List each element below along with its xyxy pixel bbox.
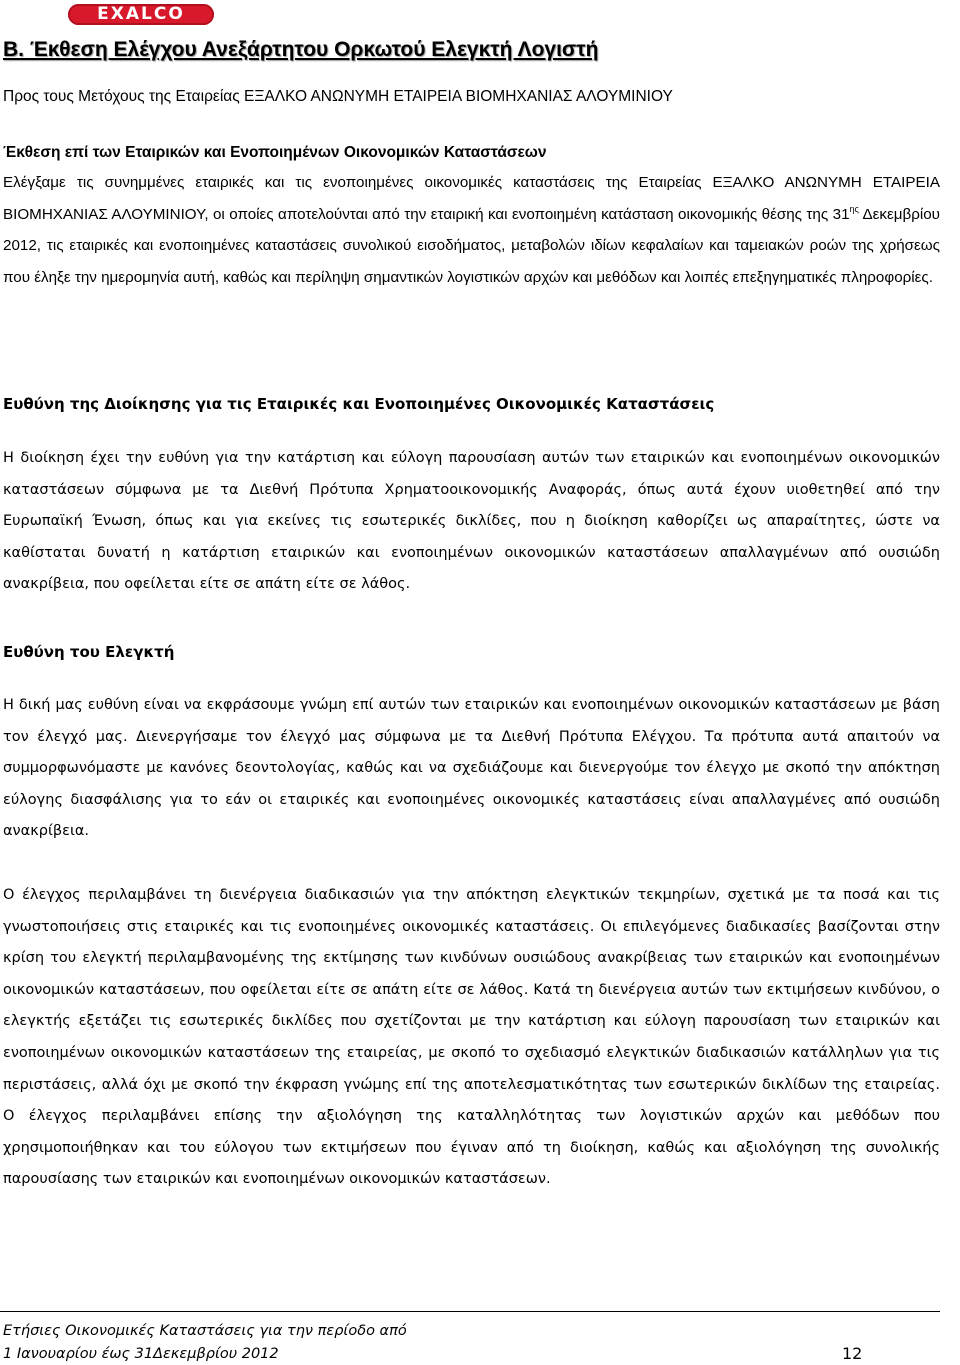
footer-period-line1: Ετήσιες Οικονομικές Καταστάσεις για την περίοδο από [3, 1323, 407, 1339]
intro-paragraph [3, 167, 940, 293]
page-number: 12 [842, 1344, 863, 1363]
intro-text-start: Ελέγξαμε τις συνημμένες εταιρικές και τις ενοποιημένες οικονομικές καταστάσεις της Εταιρείας ΕΞΑΛΚΟ ΑΝΩΝΥΜΗ ΕΤΑΙΡΕΙΑ ΒΙΟΜΗΧΑΝΙΑΣ ΑΛΟΥΜΙΝΙΟΥ, οι οποίες αποτελούνται από την εταιρική και ενοποιημένη κατάσταση οικονομικής θέσης της 31 [3, 174, 940, 223]
auditor-responsibility-title: Ευθύνη του Ελεγκτή [3, 643, 175, 661]
logo-text: EXALCO [97, 4, 185, 24]
page-heading: Β. Έκθεση Ελέγχου Ανεξάρτητου Ορκωτού Ελεγκτή Λογιστή [3, 38, 599, 61]
auditor-responsibility-text: Η δική μας ευθύνη είναι να εκφράσουμε γνώμη επί αυτών των εταιρικών και ενοποιημένων οικονομικών καταστάσεων με βάση τον έλεγχό μας. Διενεργήσαμε τον έλεγχό μας σύμφωνα με τα Διεθνή Πρότυπα Ελέγχου. Τα πρότυπα αυτά απαιτούν να συμμορφωνόμαστε με κανόνες δεοντολογίας, καθώς και να σχεδιάζουμε και διενεργούμε τον έλεγχο με σκοπό την απόκτηση εύλογης διασφάλισης για το εάν οι εταιρικές και ενοποιημένες οικονομικές καταστάσεις είναι απαλλαγμένες από ουσιώδη ανακρίβεια. [3, 697, 940, 840]
exalco-logo [68, 4, 214, 25]
footer-divider [0, 1311, 940, 1312]
management-responsibility-title: Ευθύνη της Διοίκησης για τις Εταιρικές και Ενοποιημένες Οικονομικές Καταστάσεις [3, 395, 715, 413]
report-title: Έκθεση επί των Εταιρικών και Ενοποιημένων Οικονομικών Καταστάσεων [3, 144, 547, 161]
footer-period-line2: 1 Ιανουαρίου έως 31Δεκεμβρίου 2012 [3, 1346, 279, 1362]
management-responsibility-text: Η διοίκηση έχει την ευθύνη για την κατάρτιση και εύλογη παρουσίαση αυτών των εταιρικών και ενοποιημένων οικονομικών καταστάσεων σύμφωνα με τα Διεθνή Πρότυπα Χρηματοοικονομικής Αναφοράς, όπως αυτά έχουν υιοθετηθεί από την Ευρωπαϊκή Ένωση, όπως και για εκείνες τις εσωτερικές δικλίδες, που η διοίκηση καθορίζει ως απαραίτητες, ώστε να καθίσταται δυνατή η κατάρτιση εταιρικών και ενοποιημένων οικονομικών καταστάσεων απαλλαγμένων από ουσιώδη ανακρίβεια, που οφείλεται είτε σε απάτη είτε σε λάθος. [3, 450, 940, 593]
ordinal-suffix: ης [849, 203, 859, 214]
addressee-line: Προς τους Μετόχους της Εταιρείας ΕΞΑΛΚΟ ΑΝΩΝΥΜΗ ΕΤΑΙΡΕΙΑ ΒΙΟΜΗΧΑΝΙΑΣ ΑΛΟΥΜΙΝΙΟΥ [3, 88, 673, 105]
intro-text-end: Δεκεμβρίου 2012, τις εταιρικές και ενοποιημένες καταστάσεις συνολικού εισοδήματος, μεταβολών ιδίων κεφαλαίων και ταμειακών ροών της χρήσεως που έληξε την ημερομηνία αυτή, καθώς και περίληψη σημαντικών λογιστικών αρχών και μεθόδων και λοιπές επεξηγηματικές πληροφορίες. [3, 205, 940, 286]
audit-procedures-text: Ο έλεγχος περιλαμβάνει τη διενέργεια διαδικασιών για την απόκτηση ελεγκτικών τεκμηρίων, σχετικά με τα ποσά και τις γνωστοποιήσεις στις εταιρικές και τις ενοποιημένες οικονομικές καταστάσεις. Οι επιλεγόμενες διαδικασίες βασίζονται στην κρίση του ελεγκτή περιλαμβανομένης της εκτίμησης των κινδύνων ουσιώδους ανακρίβειας των εταιρικών και ενοποιημένων οικονομικών καταστάσεων, που οφείλεται είτε σε απάτη είτε σε λάθος. Κατά τη διενέργεια αυτών των εκτιμήσεων κινδύνου, ο ελεγκτής εξετάζει τις εσωτερικές δικλίδες που σχετίζονται με την κατάρτιση και εύλογη παρουσίαση των εταιρικών και ενοποιημένων οικονομικών καταστάσεων της εταιρείας, με σκοπό το σχεδιασμό ελεγκτικών διαδικασιών κατάλληλων για τις περιστάσεις, αλλά όχι με σκοπό την έκφραση γνώμης επί της αποτελεσματικότητας των εσωτερικών δικλίδων της εταιρείας. Ο έλεγχος περιλαμβάνει επίσης την αξιολόγηση της καταλληλότητας των λογιστικών αρχών και μεθόδων που χρησιμοποιήθηκαν και του εύλογου των εκτιμήσεων που έγιναν από τη διοίκηση, καθώς και αξιολόγηση της συνολικής παρουσίασης των εταιρικών και ενοποιημένων οικονομικών καταστάσεων. [3, 887, 940, 1188]
